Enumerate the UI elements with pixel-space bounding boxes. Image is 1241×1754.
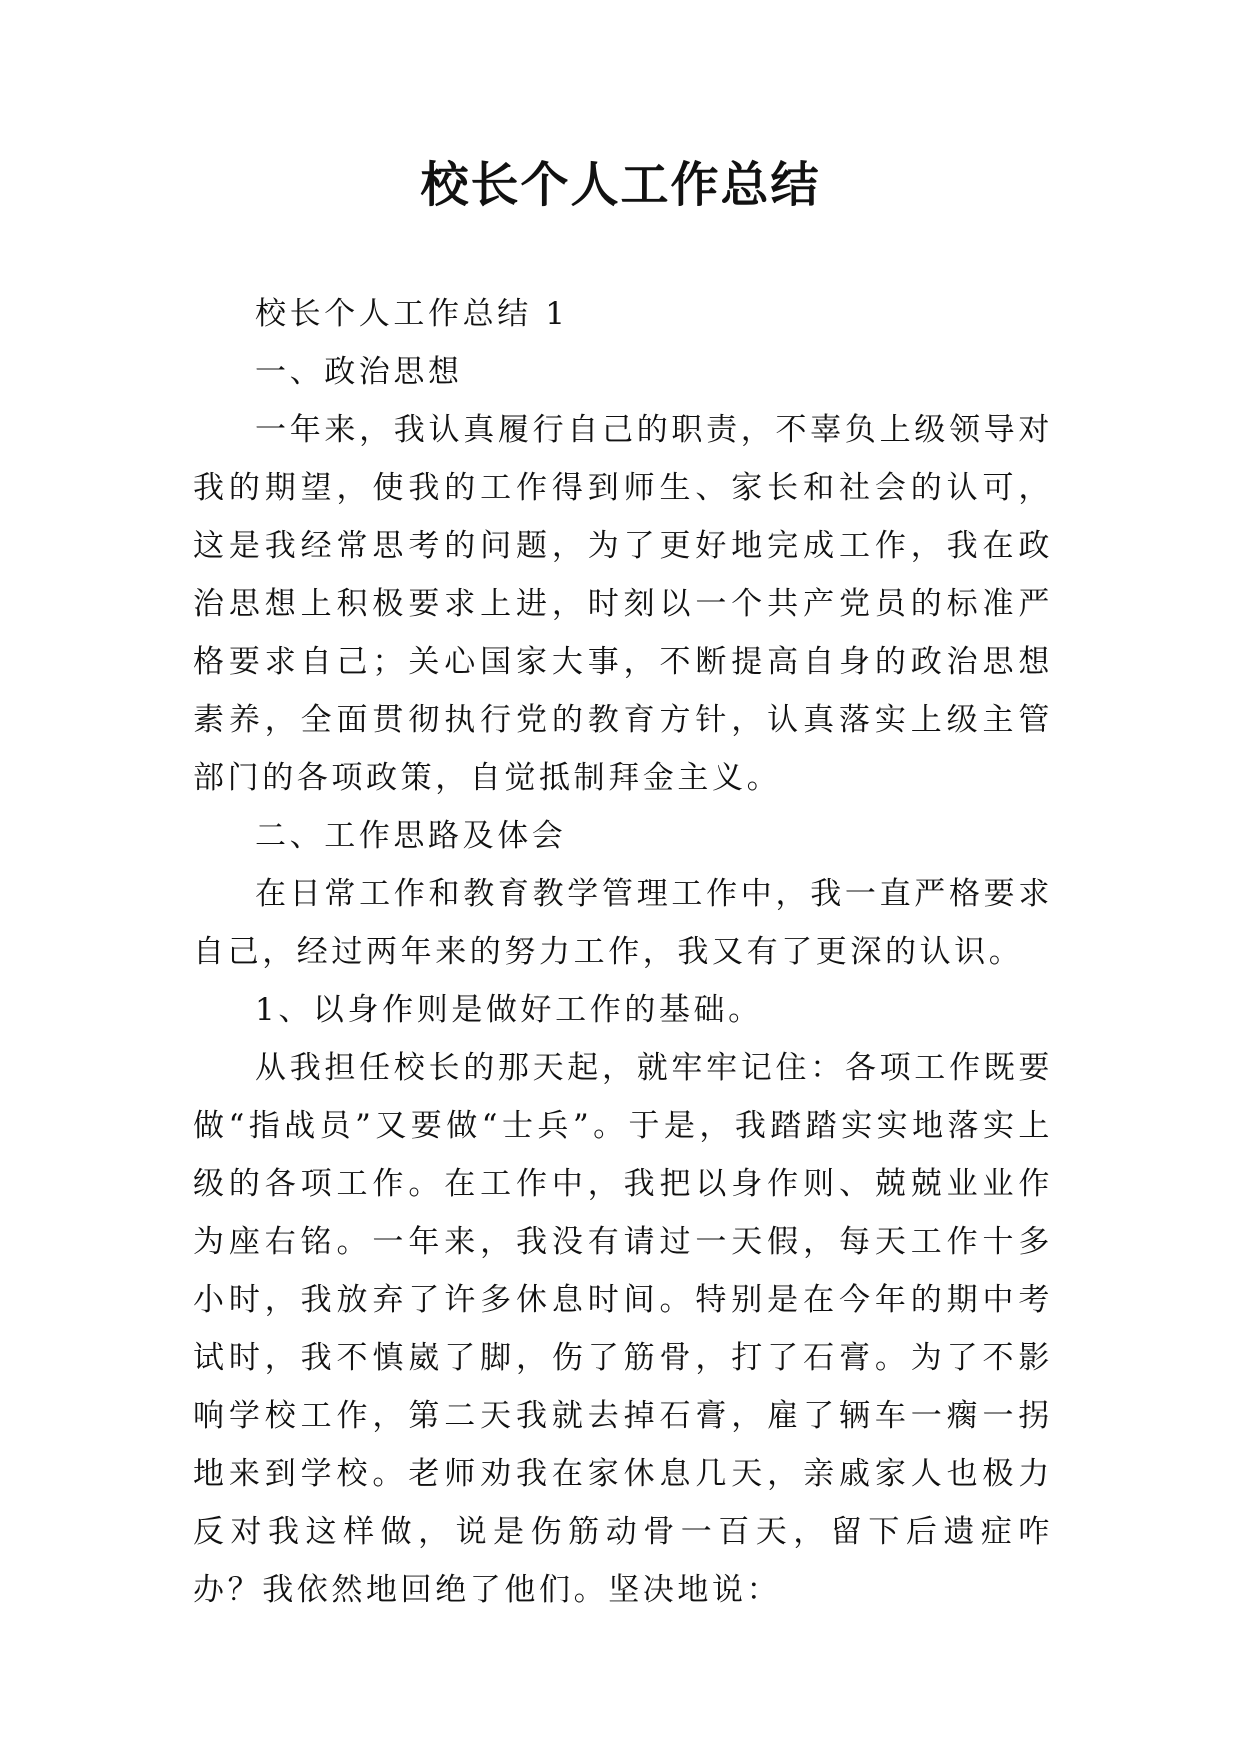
paragraph-political-thought: 一年来，我认真履行自己的职责，不辜负上级领导对我的期望，使我的工作得到师生、家长和社会的认可，这是我经常思考的问题，为了更好地完成工作，我在政治思想上积极要求上进，时刻以一个共产党员的标准严格要求自己；关心国家大事，不断提高自身的政治思想素养，全面贯彻执行党的教育方针，认真落实上级主管部门的各项政策，自觉抵制拜金主义。 [193,412,1053,796]
document-title: 校长个人工作总结 [420,157,821,213]
document-body [193,285,1053,1619]
section-heading-summary-1: 校长个人工作总结 1 [255,296,569,332]
section-heading-political-thought: 一、政治思想 [255,354,463,390]
paragraph-lead-by-example: 从我担任校长的那天起，就牢牢记住：各项工作既要做“指战员”又要做“士兵”。于是，我踏踏实实地落实上级的各项工作。在工作中，我把以身作则、兢兢业业作为座右铭。一年来，我没有请过一天假，每天工作十多小时，我放弃了许多休息时间。特别是在今年的期中考试时，我不慎崴了脚，伤了筋骨，打了石膏。为了不影响学校工作，第二天我就去掉石膏，雇了辆车一瘸一拐地来到学校。老师劝我在家休息几天，亲戚家人也极力反对我这样做，说是伤筋动骨一百天，留下后遗症咋办？我依然地回绝了他们。坚决地说： [193,1050,1053,1608]
subheading-lead-by-example: 1、以身作则是做好工作的基础。 [255,992,763,1028]
paragraph-work-ideas: 在日常工作和教育教学管理工作中，我一直严格要求自己，经过两年来的努力工作，我又有了更深的认识。 [193,876,1053,970]
section-heading-work-ideas: 二、工作思路及体会 [255,818,567,854]
